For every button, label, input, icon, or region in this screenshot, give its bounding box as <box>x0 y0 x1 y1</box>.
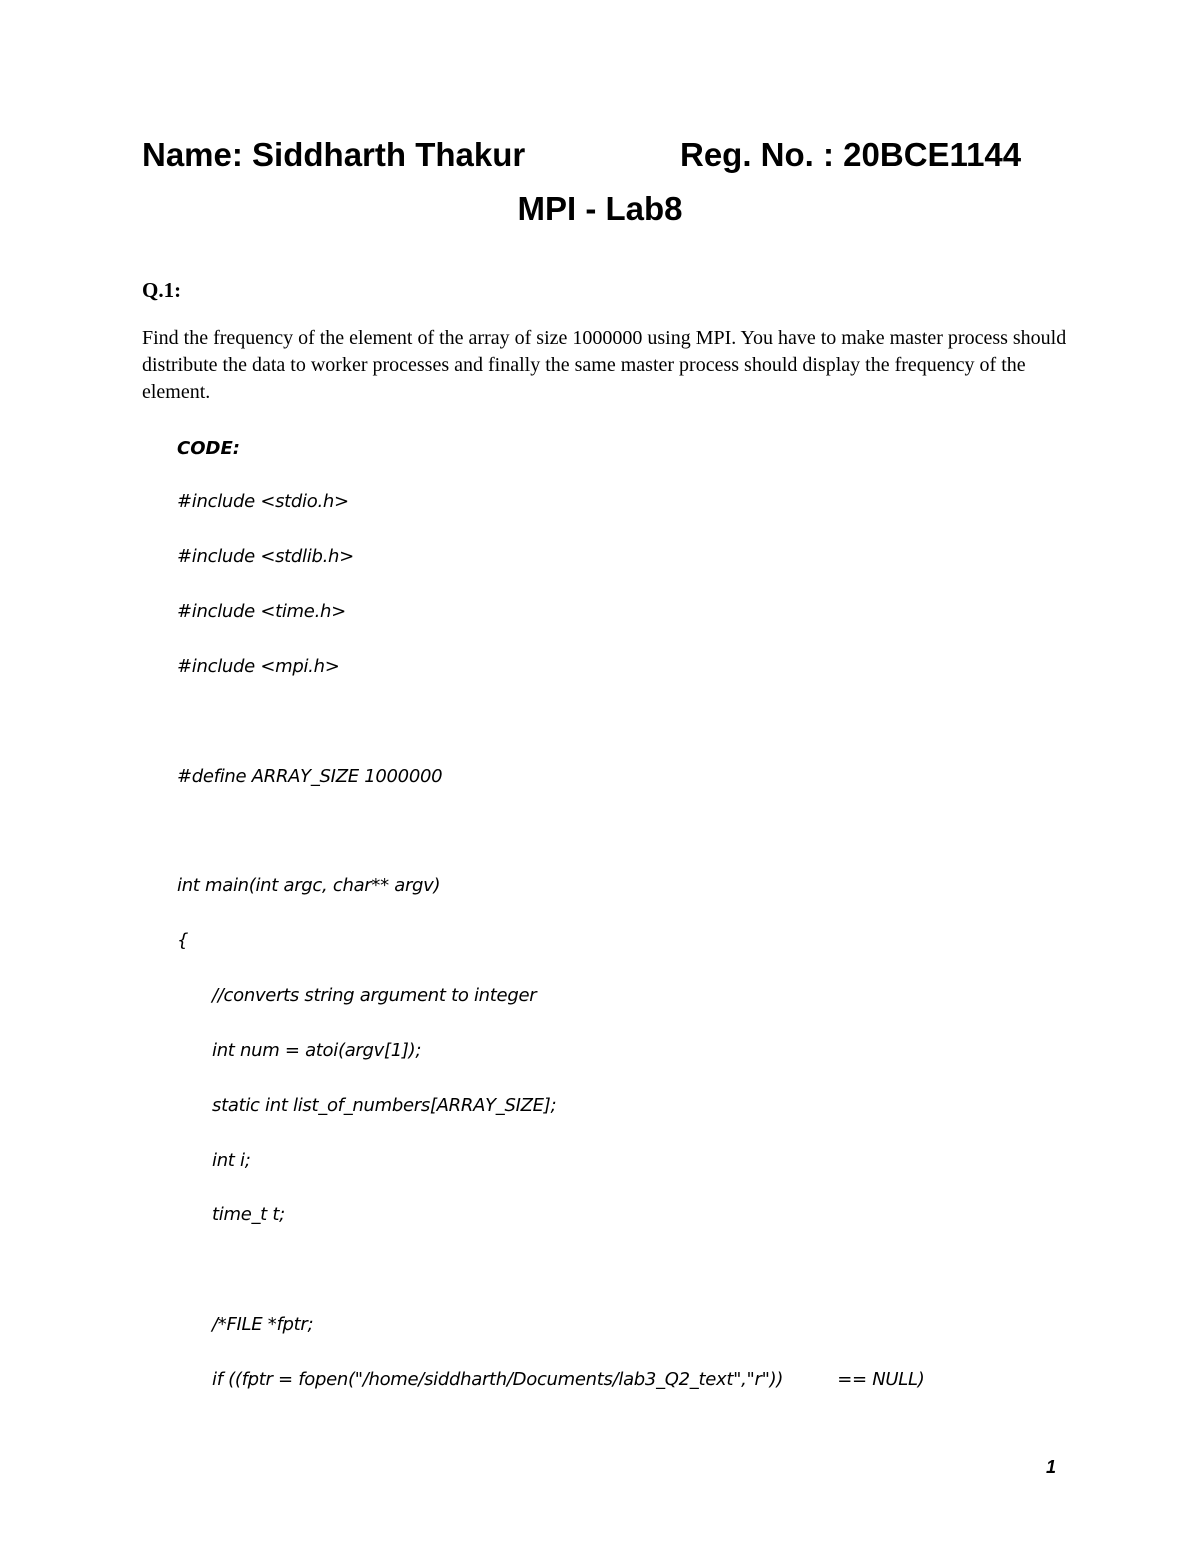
code-line: { <box>177 930 189 951</box>
code-line: time_t t; <box>212 1204 285 1225</box>
code-line: int main(int argc, char** argv) <box>177 875 441 896</box>
code-line: /*FILE *fptr; <box>212 1314 314 1335</box>
header-line <box>142 134 1062 176</box>
document-title: MPI - Lab8 <box>517 190 683 227</box>
code-line: int i; <box>212 1150 251 1171</box>
code-line: static int list_of_numbers[ARRAY_SIZE]; <box>212 1095 557 1116</box>
registration-number: Reg. No. : 20BCE1144 <box>680 136 1022 173</box>
code-line: #include <time.h> <box>177 601 346 622</box>
code-line: #include <stdlib.h> <box>177 546 354 567</box>
question-text: Find the frequency of the element of the array of size 1000000 using MPI. You have to make master process should distribute the data to worker processes and finally the same master process should display the frequency of the element. <box>142 327 1067 403</box>
code-line: if ((fptr = fopen("/home/siddharth/Documents/lab3_Q2_text","r")) == NULL) <box>212 1369 925 1390</box>
code-line: #define ARRAY_SIZE 1000000 <box>177 766 443 787</box>
code-line: int num = atoi(argv[1]); <box>212 1040 422 1061</box>
code-line: //converts string argument to integer <box>212 985 537 1006</box>
code-line: #include <stdio.h> <box>177 491 349 512</box>
code-line: #include <mpi.h> <box>177 656 340 677</box>
page-number: 1 <box>1046 1457 1057 1477</box>
code-heading: CODE: <box>177 438 240 459</box>
question-label: Q.1: <box>142 278 182 302</box>
student-name: Name: Siddharth Thakur <box>142 136 526 173</box>
